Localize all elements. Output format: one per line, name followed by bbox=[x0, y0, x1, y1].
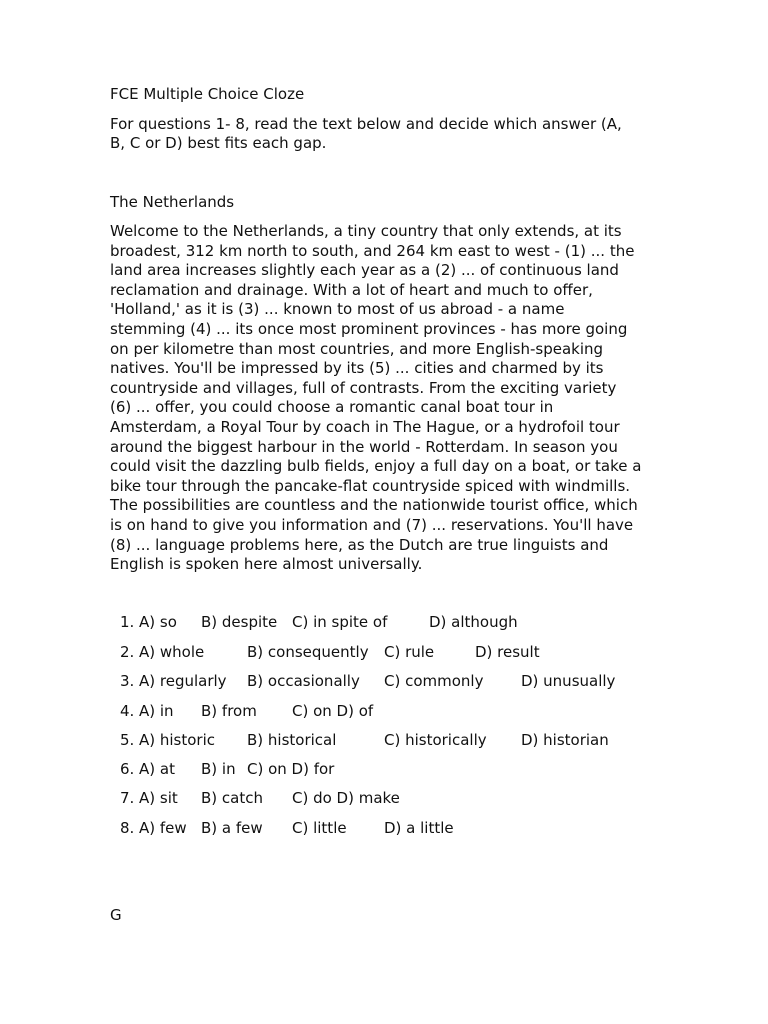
passage-line: Amsterdam, a Royal Tour by coach in The Hague, or a hydrofoil tour bbox=[110, 418, 620, 436]
passage-line: Welcome to the Netherlands, a tiny country that only extends, at its bbox=[110, 222, 622, 240]
passage-line: on per kilometre than most countries, and more English-speaking bbox=[110, 339, 604, 358]
option-d: D) although bbox=[429, 613, 518, 631]
option-b: B) in bbox=[201, 760, 236, 778]
passage-title: The Netherlands bbox=[110, 193, 235, 211]
option-a: A) few bbox=[139, 819, 187, 837]
option-b: B) consequently bbox=[247, 643, 369, 661]
option-b: B) from bbox=[201, 702, 257, 720]
passage-line: could visit the dazzling bulb fields, enjoy a full day on a boat, or take a bbox=[110, 457, 642, 476]
passage-line: countryside and villages, full of contrasts. From the exciting variety bbox=[110, 378, 617, 397]
passage-line: bike tour through the pancake-flat countryside spiced with windmills. bbox=[110, 476, 631, 495]
option-c-d: C) on D) for bbox=[247, 760, 335, 778]
question-number: 5. bbox=[120, 731, 135, 749]
option-b: B) catch bbox=[201, 789, 263, 807]
question-number: 4. bbox=[120, 702, 135, 720]
option-b: B) historical bbox=[247, 731, 337, 749]
option-c: C) rule bbox=[384, 643, 435, 661]
option-c: C) commonly bbox=[384, 672, 484, 690]
passage-line: English is spoken here almost universally. bbox=[110, 555, 423, 574]
option-a: A) so bbox=[139, 613, 177, 631]
question-number: 8. bbox=[120, 819, 135, 837]
option-b: B) a few bbox=[201, 819, 263, 837]
question-number: 1. bbox=[120, 613, 135, 631]
passage-line: (6) ... offer, you could choose a romantic canal boat tour in bbox=[110, 398, 554, 417]
footer-mark: G bbox=[110, 906, 122, 924]
option-a: A) whole bbox=[139, 643, 205, 661]
option-c-d: C) do D) make bbox=[292, 789, 400, 807]
option-c-d: C) on D) of bbox=[292, 702, 374, 720]
option-a: A) historic bbox=[139, 731, 216, 749]
passage-line: stemming (4) ... its once most prominent provinces - has more going bbox=[110, 320, 628, 338]
option-d: D) result bbox=[475, 643, 540, 661]
passage-line: broadest, 312 km north to south, and 264 km east to west - (1) ... the bbox=[110, 241, 635, 260]
question-number: 2. bbox=[120, 643, 135, 661]
question-number: 6. bbox=[120, 760, 135, 778]
option-d: D) unusually bbox=[521, 672, 616, 690]
passage-line: natives. You'll be impressed by its (5) ... cities and charmed by its bbox=[110, 359, 604, 378]
passage-line: land area increases slightly each year as a (2) ... of continuous land bbox=[110, 261, 619, 280]
passage-line: The possibilities are countless and the nationwide tourist office, which bbox=[110, 496, 638, 515]
option-d: D) historian bbox=[521, 731, 609, 749]
option-a: A) in bbox=[139, 702, 174, 720]
passage-line: is on hand to give you information and (7) ... reservations. You'll have bbox=[110, 516, 634, 534]
option-c: C) little bbox=[292, 819, 347, 837]
option-a: A) at bbox=[139, 760, 175, 778]
option-a: A) regularly bbox=[139, 672, 227, 690]
option-b: B) despite bbox=[201, 613, 278, 631]
option-d: D) a little bbox=[384, 819, 454, 837]
instructions-line-1: For questions 1- 8, read the text below and decide which answer (A, bbox=[110, 115, 622, 133]
option-b: B) occasionally bbox=[247, 672, 360, 690]
passage-line: (8) ... language problems here, as the Dutch are true linguists and bbox=[110, 535, 609, 554]
passage-line: 'Holland,' as it is (3) ... known to most of us abroad - a name bbox=[110, 300, 565, 319]
option-c: C) in spite of bbox=[292, 613, 388, 631]
question-number: 7. bbox=[120, 789, 135, 807]
passage-line: reclamation and drainage. With a lot of heart and much to offer, bbox=[110, 280, 593, 299]
instructions-line-2: B, C or D) best fits each gap. bbox=[110, 134, 327, 152]
document-title: FCE Multiple Choice Cloze bbox=[110, 85, 305, 103]
question-number: 3. bbox=[120, 672, 135, 690]
option-c: C) historically bbox=[384, 731, 487, 749]
option-a: A) sit bbox=[139, 789, 178, 807]
passage-line: around the biggest harbour in the world - Rotterdam. In season you bbox=[110, 437, 618, 456]
